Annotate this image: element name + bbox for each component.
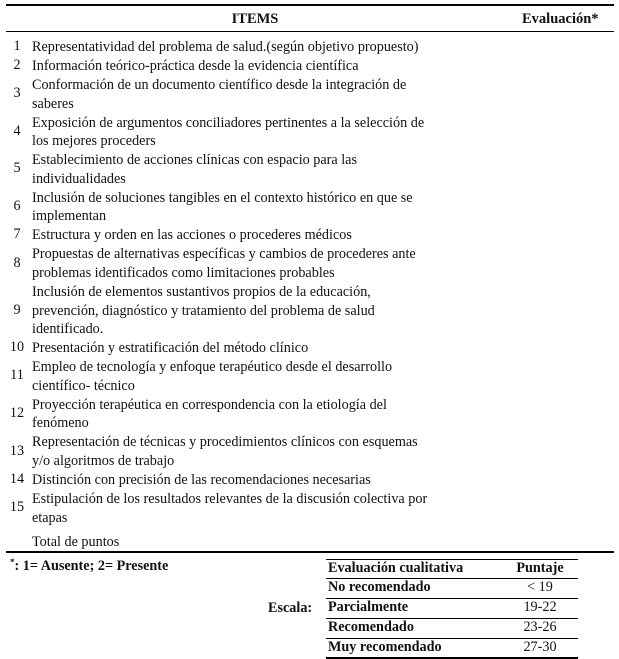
footnote-text: : 1= Ausente; 2= Presente <box>14 558 169 574</box>
item-number: 10 <box>9 339 25 356</box>
item-text <box>32 339 502 358</box>
item-number: 8 <box>13 254 21 271</box>
item-text-line: Propuestas de alternativas específicas y cambios de procederes ante <box>32 246 416 263</box>
bottom-rule <box>6 551 614 553</box>
scale-row <box>326 619 578 638</box>
item-number: 12 <box>9 405 25 422</box>
item-text <box>32 471 502 490</box>
item-text-line: identificado. <box>32 321 104 338</box>
scale-row <box>326 639 578 658</box>
item-text <box>32 57 502 76</box>
item-number: 7 <box>13 226 21 243</box>
item-text-line: Representación de técnicas y procedimientos clínicos con esquemas <box>32 434 418 451</box>
scale-row <box>326 599 578 618</box>
item-text <box>32 283 502 339</box>
item-number: 6 <box>13 198 21 215</box>
item-number: 2 <box>13 57 21 73</box>
item-text-line: Presentación y estratificación del método clínico <box>32 340 309 357</box>
item-row <box>0 490 519 527</box>
item-row <box>0 57 519 76</box>
scale-header-puntaje: Puntaje <box>516 560 564 576</box>
items-header: ITEMS <box>231 11 279 27</box>
item-row <box>0 114 519 151</box>
item-text-line: Proyección terapéutica en correspondencia con la etiología del <box>32 396 387 413</box>
item-text <box>32 245 502 282</box>
footnote <box>10 557 168 575</box>
item-text-line: Establecimiento de acciones clínicas con espacio para las <box>32 152 357 169</box>
item-text-line: los mejores proceders <box>32 133 156 150</box>
scale-row-value: 23-26 <box>523 619 557 635</box>
scale-row-value: < 19 <box>527 579 553 595</box>
evaluacion-header: Evaluación* <box>522 11 599 27</box>
item-text <box>32 151 502 188</box>
item-row <box>0 226 519 245</box>
scale-row-value: 27-30 <box>523 639 557 655</box>
item-text <box>32 396 502 433</box>
item-text-line: problemas identificados como limitaciones probables <box>32 264 335 281</box>
item-row <box>0 358 519 395</box>
item-row <box>0 433 519 470</box>
item-text-line: Estructura y orden en las acciones o procederes médicos <box>32 227 352 244</box>
item-row <box>0 396 519 433</box>
item-text-line: fenómeno <box>32 415 89 432</box>
item-row <box>0 189 519 226</box>
item-text-line: etapas <box>32 509 68 526</box>
item-text-line: Inclusión de elementos sustantivos propios de la educación, <box>32 284 371 300</box>
item-row <box>0 76 519 113</box>
item-number: 1 <box>13 38 21 54</box>
item-text <box>32 76 502 113</box>
item-number: 15 <box>9 499 25 516</box>
item-number: 5 <box>13 160 21 177</box>
item-number: 3 <box>13 85 21 102</box>
item-text <box>32 358 502 395</box>
item-row <box>0 245 519 282</box>
item-text-line: implementan <box>32 208 107 225</box>
item-text <box>32 490 502 527</box>
scale-row-label: Recomendado <box>328 619 414 635</box>
total-label: Total de puntos <box>32 534 120 550</box>
item-text-line: Distinción con precisión de las recomendaciones necesarias <box>32 472 371 488</box>
item-number: 14 <box>9 471 25 487</box>
item-row <box>0 283 519 339</box>
item-text <box>32 226 502 245</box>
scale-row <box>326 579 578 598</box>
item-text-line: individualidades <box>32 170 126 187</box>
item-number: 13 <box>9 442 25 459</box>
item-row <box>0 471 519 490</box>
item-text-line: Estipulación de los resultados relevantes de la discusión colectiva por <box>32 491 428 507</box>
item-text <box>32 38 502 57</box>
item-text <box>32 433 502 470</box>
item-text <box>32 189 502 226</box>
item-text-line: científico- técnico <box>32 377 135 394</box>
item-text-line: prevención, diagnóstico y tratamiento del problema de salud <box>32 302 375 319</box>
footnote-mark: * <box>10 557 15 567</box>
item-row <box>0 38 519 57</box>
item-text-line: Inclusión de soluciones tangibles en el contexto histórico en que se <box>32 189 413 206</box>
item-text-line: Exposición de argumentos conciliadores pertinentes a la selección de <box>32 114 425 131</box>
item-number: 4 <box>13 122 21 139</box>
scale-header-eval: Evaluación cualitativa <box>328 560 464 576</box>
item-text <box>32 114 502 151</box>
item-text-line: Información teórico-práctica desde la evidencia científica <box>32 58 359 74</box>
item-row <box>0 339 519 358</box>
item-text-line: y/o algoritmos de trabajo <box>32 452 175 469</box>
escala-label: Escala: <box>268 600 313 616</box>
item-number: 9 <box>13 301 21 318</box>
header-rule <box>6 31 614 32</box>
scale-row-label: Parcialmente <box>328 599 409 615</box>
item-number: 11 <box>10 367 24 384</box>
scale-table-header <box>326 560 578 579</box>
scale-row-label: Muy recomendado <box>328 639 442 655</box>
item-text-line: saberes <box>32 95 74 112</box>
top-rule <box>6 4 614 6</box>
item-text-line: Empleo de tecnología y enfoque terapéutico desde el desarrollo <box>32 359 393 376</box>
item-text-line: Representatividad del problema de salud.(según objetivo propuesto) <box>32 39 419 55</box>
scale-row-value: 19-22 <box>523 599 557 615</box>
item-row <box>0 151 519 188</box>
scale-row-label: No recomendado <box>328 579 431 595</box>
item-text-line: Conformación de un documento científico desde la integración de <box>32 77 407 93</box>
